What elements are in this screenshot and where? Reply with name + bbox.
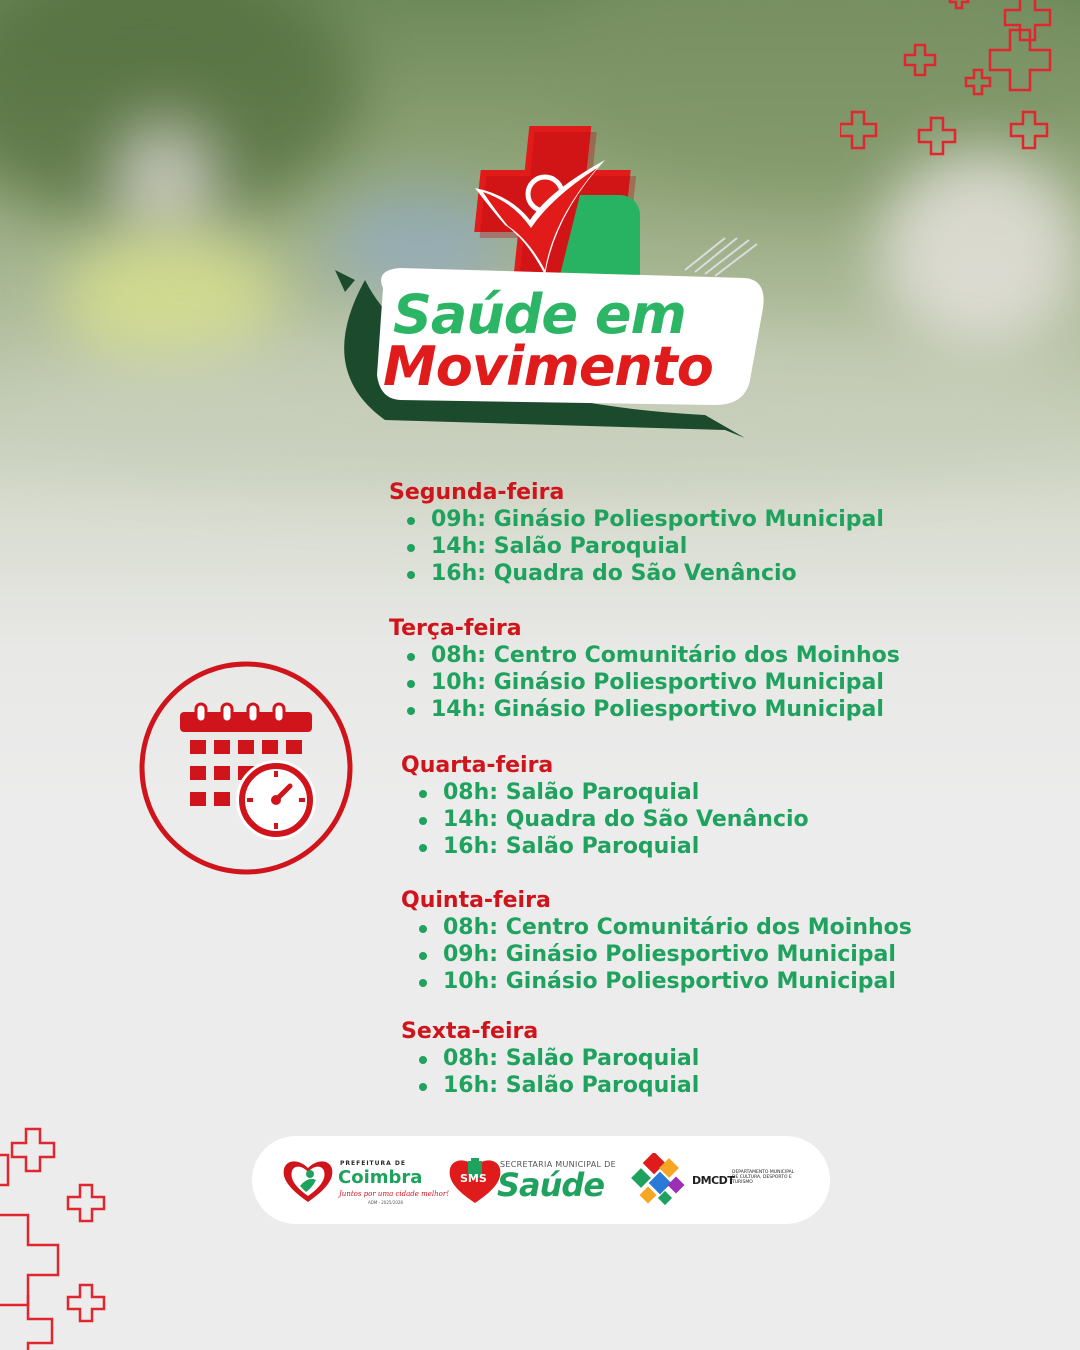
- session-item: 14h: Quadra do São Venâncio: [419, 806, 809, 833]
- session-item: 10h: Ginásio Poliesportivo Municipal: [407, 669, 900, 696]
- decorative-crosses-top-right: [840, 0, 1080, 180]
- session-item: 09h: Ginásio Poliesportivo Municipal: [419, 941, 912, 968]
- calendar-clock-icon: [138, 660, 354, 876]
- dmcdt-mosaic-logo-icon: [628, 1153, 688, 1207]
- schedule-day-thursday: [401, 887, 912, 995]
- session-item: 14h: Salão Paroquial: [407, 533, 884, 560]
- day-title: Segunda-feira: [389, 480, 565, 505]
- dmcdt-description: DEPARTAMENTO MUNICIPAL DE CULTURA, DESPORTO E TURISMO: [732, 1170, 795, 1185]
- coimbra-slogan: Juntos por uma cidade melhor!: [339, 1190, 450, 1198]
- saude-em-movimento-logo: [305, 120, 765, 450]
- coimbra-heart-logo-icon: [280, 1156, 336, 1206]
- logo-title-line2: Movimento: [383, 335, 713, 398]
- sms-saude: Saúde: [497, 1166, 605, 1204]
- session-list: [401, 914, 912, 995]
- day-title: Quinta-feira: [401, 888, 551, 913]
- session-item: 16h: Quadra do São Venâncio: [407, 560, 884, 587]
- logo-title: [383, 283, 743, 398]
- session-item: 16h: Salão Paroquial: [419, 1072, 699, 1099]
- dmcdt-acronym: DMCDT: [692, 1174, 735, 1187]
- background-person: [880, 150, 1080, 350]
- coimbra-years: ADM - 2025/2028: [368, 1200, 403, 1205]
- sms-badge: SMS: [460, 1172, 487, 1185]
- session-item: 08h: Centro Comunitário dos Moinhos: [407, 642, 900, 669]
- coimbra-prefix: PREFEITURA DE: [340, 1160, 406, 1167]
- session-item: 16h: Salão Paroquial: [419, 833, 809, 860]
- coimbra-name: Coimbra: [338, 1167, 423, 1188]
- schedule-day-friday: [401, 1018, 699, 1099]
- session-list: [401, 779, 809, 860]
- schedule-day-monday: [389, 479, 884, 587]
- day-title: Sexta-feira: [401, 1019, 539, 1044]
- schedule-day-tuesday: [389, 615, 900, 723]
- session-list: [389, 642, 900, 723]
- session-item: 08h: Salão Paroquial: [419, 779, 809, 806]
- sms-secretaria: SECRETARIA MUNICIPAL DE: [500, 1160, 616, 1169]
- session-item: 08h: Centro Comunitário dos Moinhos: [419, 914, 912, 941]
- day-title: Terça-feira: [389, 616, 522, 641]
- decorative-crosses-bottom-left: [0, 1125, 140, 1350]
- session-list: [401, 1045, 699, 1099]
- day-title: Quarta-feira: [401, 753, 554, 778]
- schedule-day-wednesday: [401, 752, 809, 860]
- session-item: 14h: Ginásio Poliesportivo Municipal: [407, 696, 900, 723]
- session-item: 09h: Ginásio Poliesportivo Municipal: [407, 506, 884, 533]
- session-item: 10h: Ginásio Poliesportivo Municipal: [419, 968, 912, 995]
- session-list: [389, 506, 884, 587]
- session-item: 08h: Salão Paroquial: [419, 1045, 699, 1072]
- logo-title-line1: Saúde em: [393, 283, 686, 346]
